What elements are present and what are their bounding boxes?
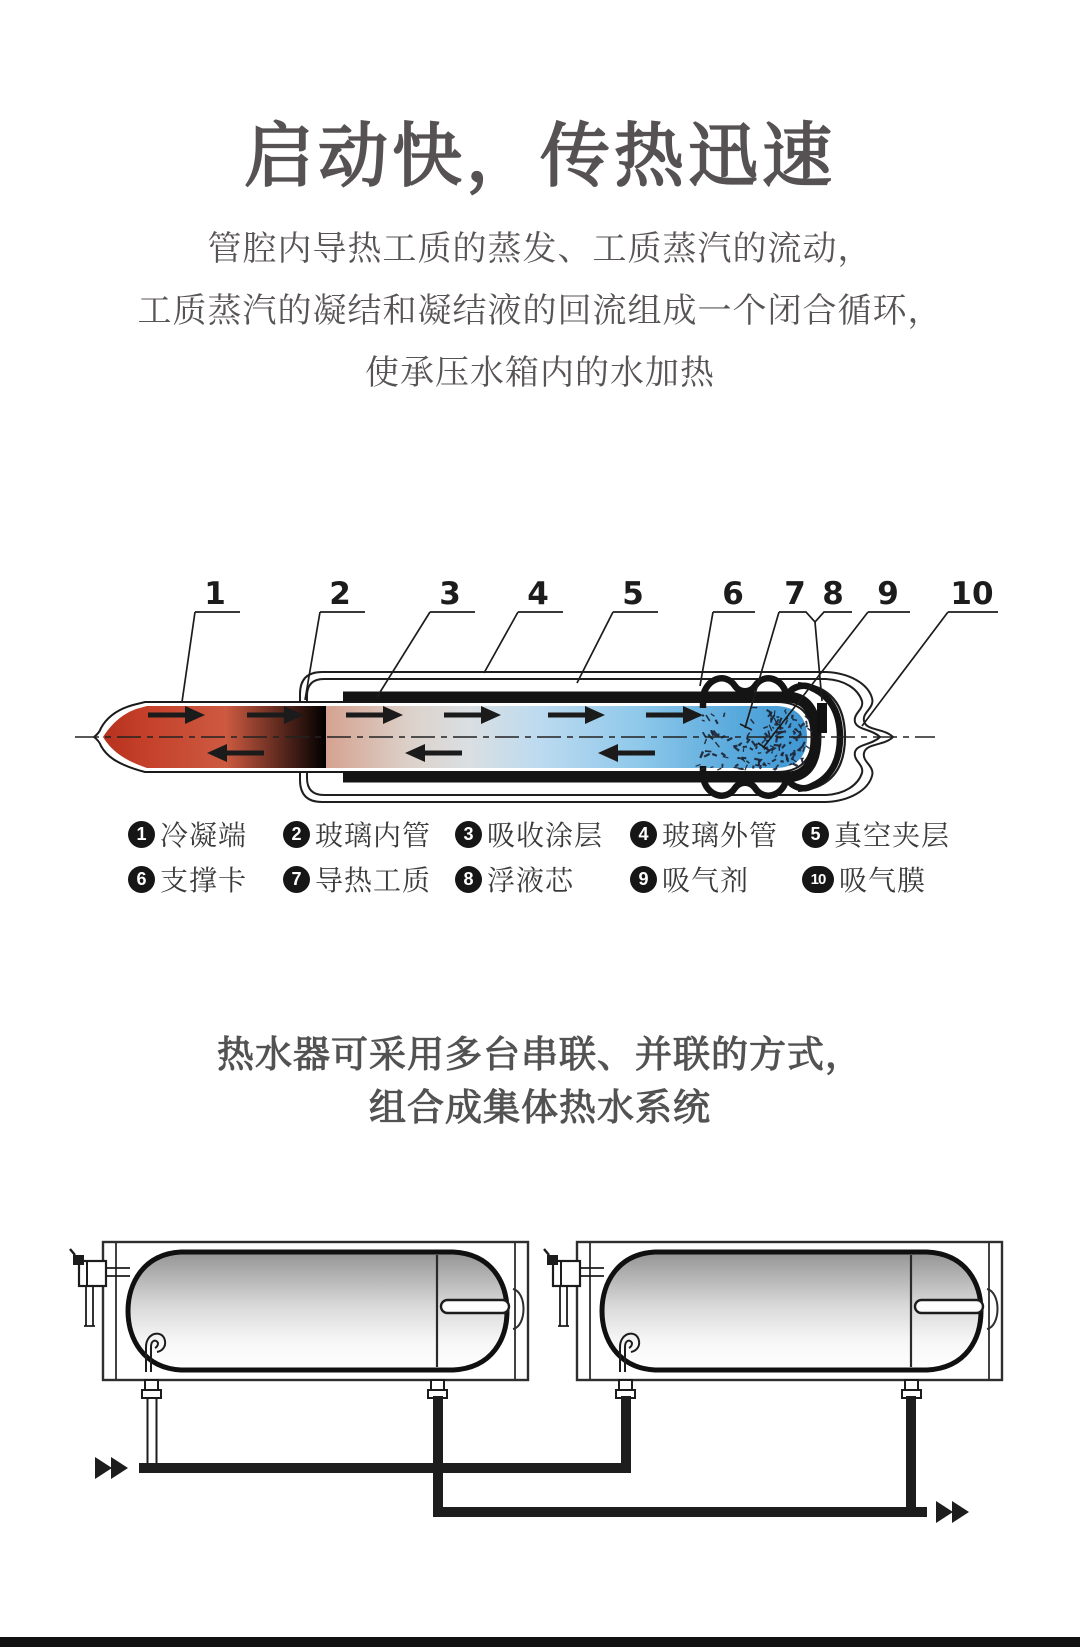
callout-1: 1	[204, 576, 226, 612]
legend-label-6: 支撑卡	[160, 865, 248, 896]
heat-pipe-tube-diagram	[0, 540, 1080, 840]
piping	[95, 1396, 969, 1523]
legend-item-6	[128, 863, 247, 895]
legend-label-4: 玻璃外管	[662, 820, 779, 851]
legend-badge-1: 1	[128, 821, 155, 848]
legend-label-8: 浮液芯	[487, 865, 575, 896]
tank-right	[544, 1242, 1002, 1398]
legend-item-1	[128, 818, 247, 850]
legend-item-5	[802, 818, 950, 850]
legend-label-10: 吸气膜	[839, 865, 927, 896]
inlet-header-pipe	[139, 1463, 631, 1473]
callout-3: 3	[439, 576, 461, 612]
tank-piping-diagram	[0, 1160, 1080, 1647]
intro-line-3: 使承压水箱内的水加热	[365, 354, 715, 392]
tank2-outlet-pipe	[906, 1396, 916, 1517]
legend-label-2: 玻璃内管	[315, 820, 432, 851]
legend-badge-4: 4	[630, 821, 657, 848]
legend-badge-9: 9	[630, 866, 657, 893]
tank1-outlet-pipe	[433, 1396, 443, 1517]
series-connection-heading	[0, 1028, 1080, 1134]
callout-9: 9	[877, 576, 899, 612]
tank2-inlet-pipe	[621, 1396, 631, 1473]
legend-item-4	[630, 818, 778, 850]
legend-badge-3: 3	[455, 821, 482, 848]
legend-item-10	[802, 863, 926, 895]
getter-bar	[817, 703, 827, 733]
series-heading-line-2: 组合成集体热水系统	[369, 1087, 711, 1128]
legend-item-7	[283, 863, 431, 895]
legend-label-5: 真空夹层	[834, 820, 951, 851]
outlet-header-pipe	[433, 1507, 927, 1517]
outlet-flow-arrow	[936, 1501, 969, 1523]
parts-legend	[0, 818, 1080, 913]
series-heading-line-1: 热水器可采用多台串联、并联的方式，	[217, 1034, 863, 1075]
legend-label-9: 吸气剂	[662, 865, 750, 896]
callout-8: 8	[822, 576, 844, 612]
legend-item-8	[455, 863, 574, 895]
legend-item-3	[455, 818, 603, 850]
legend-label-3: 吸收涂层	[487, 820, 604, 851]
page-title: 启动快，传热迅速	[244, 117, 836, 195]
legend-badge-5: 5	[802, 821, 829, 848]
legend-item-2	[283, 818, 431, 850]
legend-badge-7: 7	[283, 866, 310, 893]
callout-7: 7	[784, 576, 806, 612]
legend-badge-6: 6	[128, 866, 155, 893]
legend-badge-10: 10	[802, 866, 834, 893]
callout-2: 2	[329, 576, 351, 612]
callout-5: 5	[622, 576, 644, 612]
legend-item-9	[630, 863, 749, 895]
callout-10: 10	[950, 576, 994, 612]
callout-4: 4	[527, 576, 549, 612]
legend-label-7: 导热工质	[315, 865, 432, 896]
legend-label-1: 冷凝端	[160, 820, 248, 851]
intro-line-2: 工质蒸汽的凝结和凝结液的回流组成一个闭合循环，	[137, 292, 943, 330]
intro-line-1: 管腔内导热工质的蒸发、工质蒸汽的流动，	[207, 230, 873, 268]
bottom-divider	[0, 1637, 1080, 1647]
intro-paragraph	[0, 218, 1080, 404]
inlet-flow-arrow	[95, 1457, 128, 1479]
legend-badge-8: 8	[455, 866, 482, 893]
legend-badge-2: 2	[283, 821, 310, 848]
callout-6: 6	[722, 576, 744, 612]
tank-left	[70, 1242, 528, 1398]
